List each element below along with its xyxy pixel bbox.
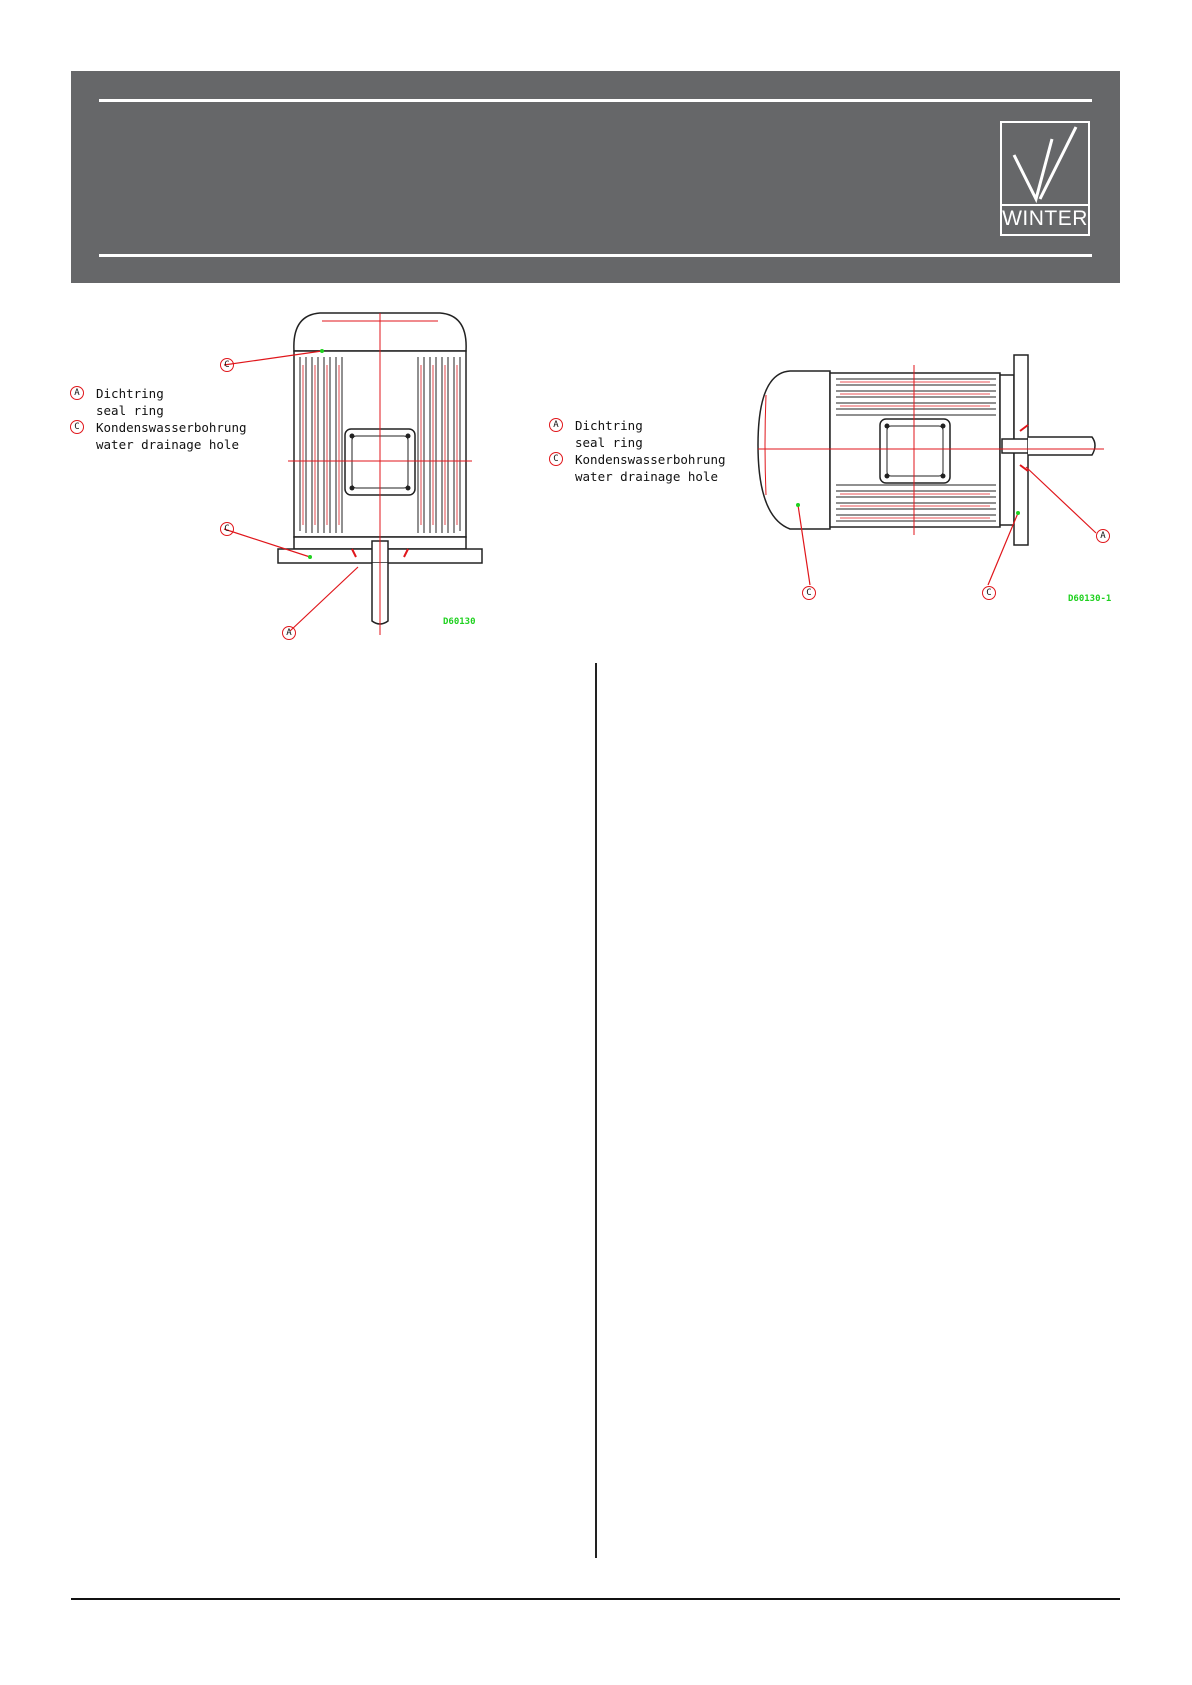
drain-point [1016,511,1020,515]
motor-shaft [1028,437,1095,455]
drain-point [308,555,312,559]
column-divider [595,663,597,1558]
terminal-box [880,419,950,483]
header-banner [71,71,1120,283]
legend-label-en: seal ring [96,403,164,418]
callout-marker: A [70,386,84,400]
legend-label-de: Kondenswasserbohrung [96,420,247,435]
legend-label-en: seal ring [575,435,643,450]
legend-label-de: Kondenswasserbohrung [575,452,726,467]
callout-marker: C [220,522,234,536]
drain-point [796,503,800,507]
drawing-code-left: D60130 [443,617,476,627]
legend-label-de: Dichtring [96,386,164,401]
callout-marker: C [802,586,816,600]
legend-label-en: water drainage hole [575,469,718,484]
legend-label-en: water drainage hole [96,437,239,452]
header-rule-bottom [99,254,1092,257]
callout-marker: C [70,420,84,434]
callout-marker: C [549,452,563,466]
motor-vertical-drawing [200,305,500,645]
callout-marker: C [982,586,996,600]
callout-marker: A [1096,529,1110,543]
logo-wordmark: WINTER [1002,207,1088,230]
drawing-code-right: D60130-1 [1068,594,1112,604]
footer-rule [71,1598,1120,1600]
winter-logo [1000,121,1090,236]
callout-marker: C [220,358,234,372]
legend-label-de: Dichtring [575,418,643,433]
callout-marker: A [549,418,563,432]
drain-point [320,349,324,353]
callout-marker: A [282,626,296,640]
header-rule-top [99,99,1092,102]
fan-cover [758,371,830,529]
motor-horizontal-drawing [740,345,1120,615]
